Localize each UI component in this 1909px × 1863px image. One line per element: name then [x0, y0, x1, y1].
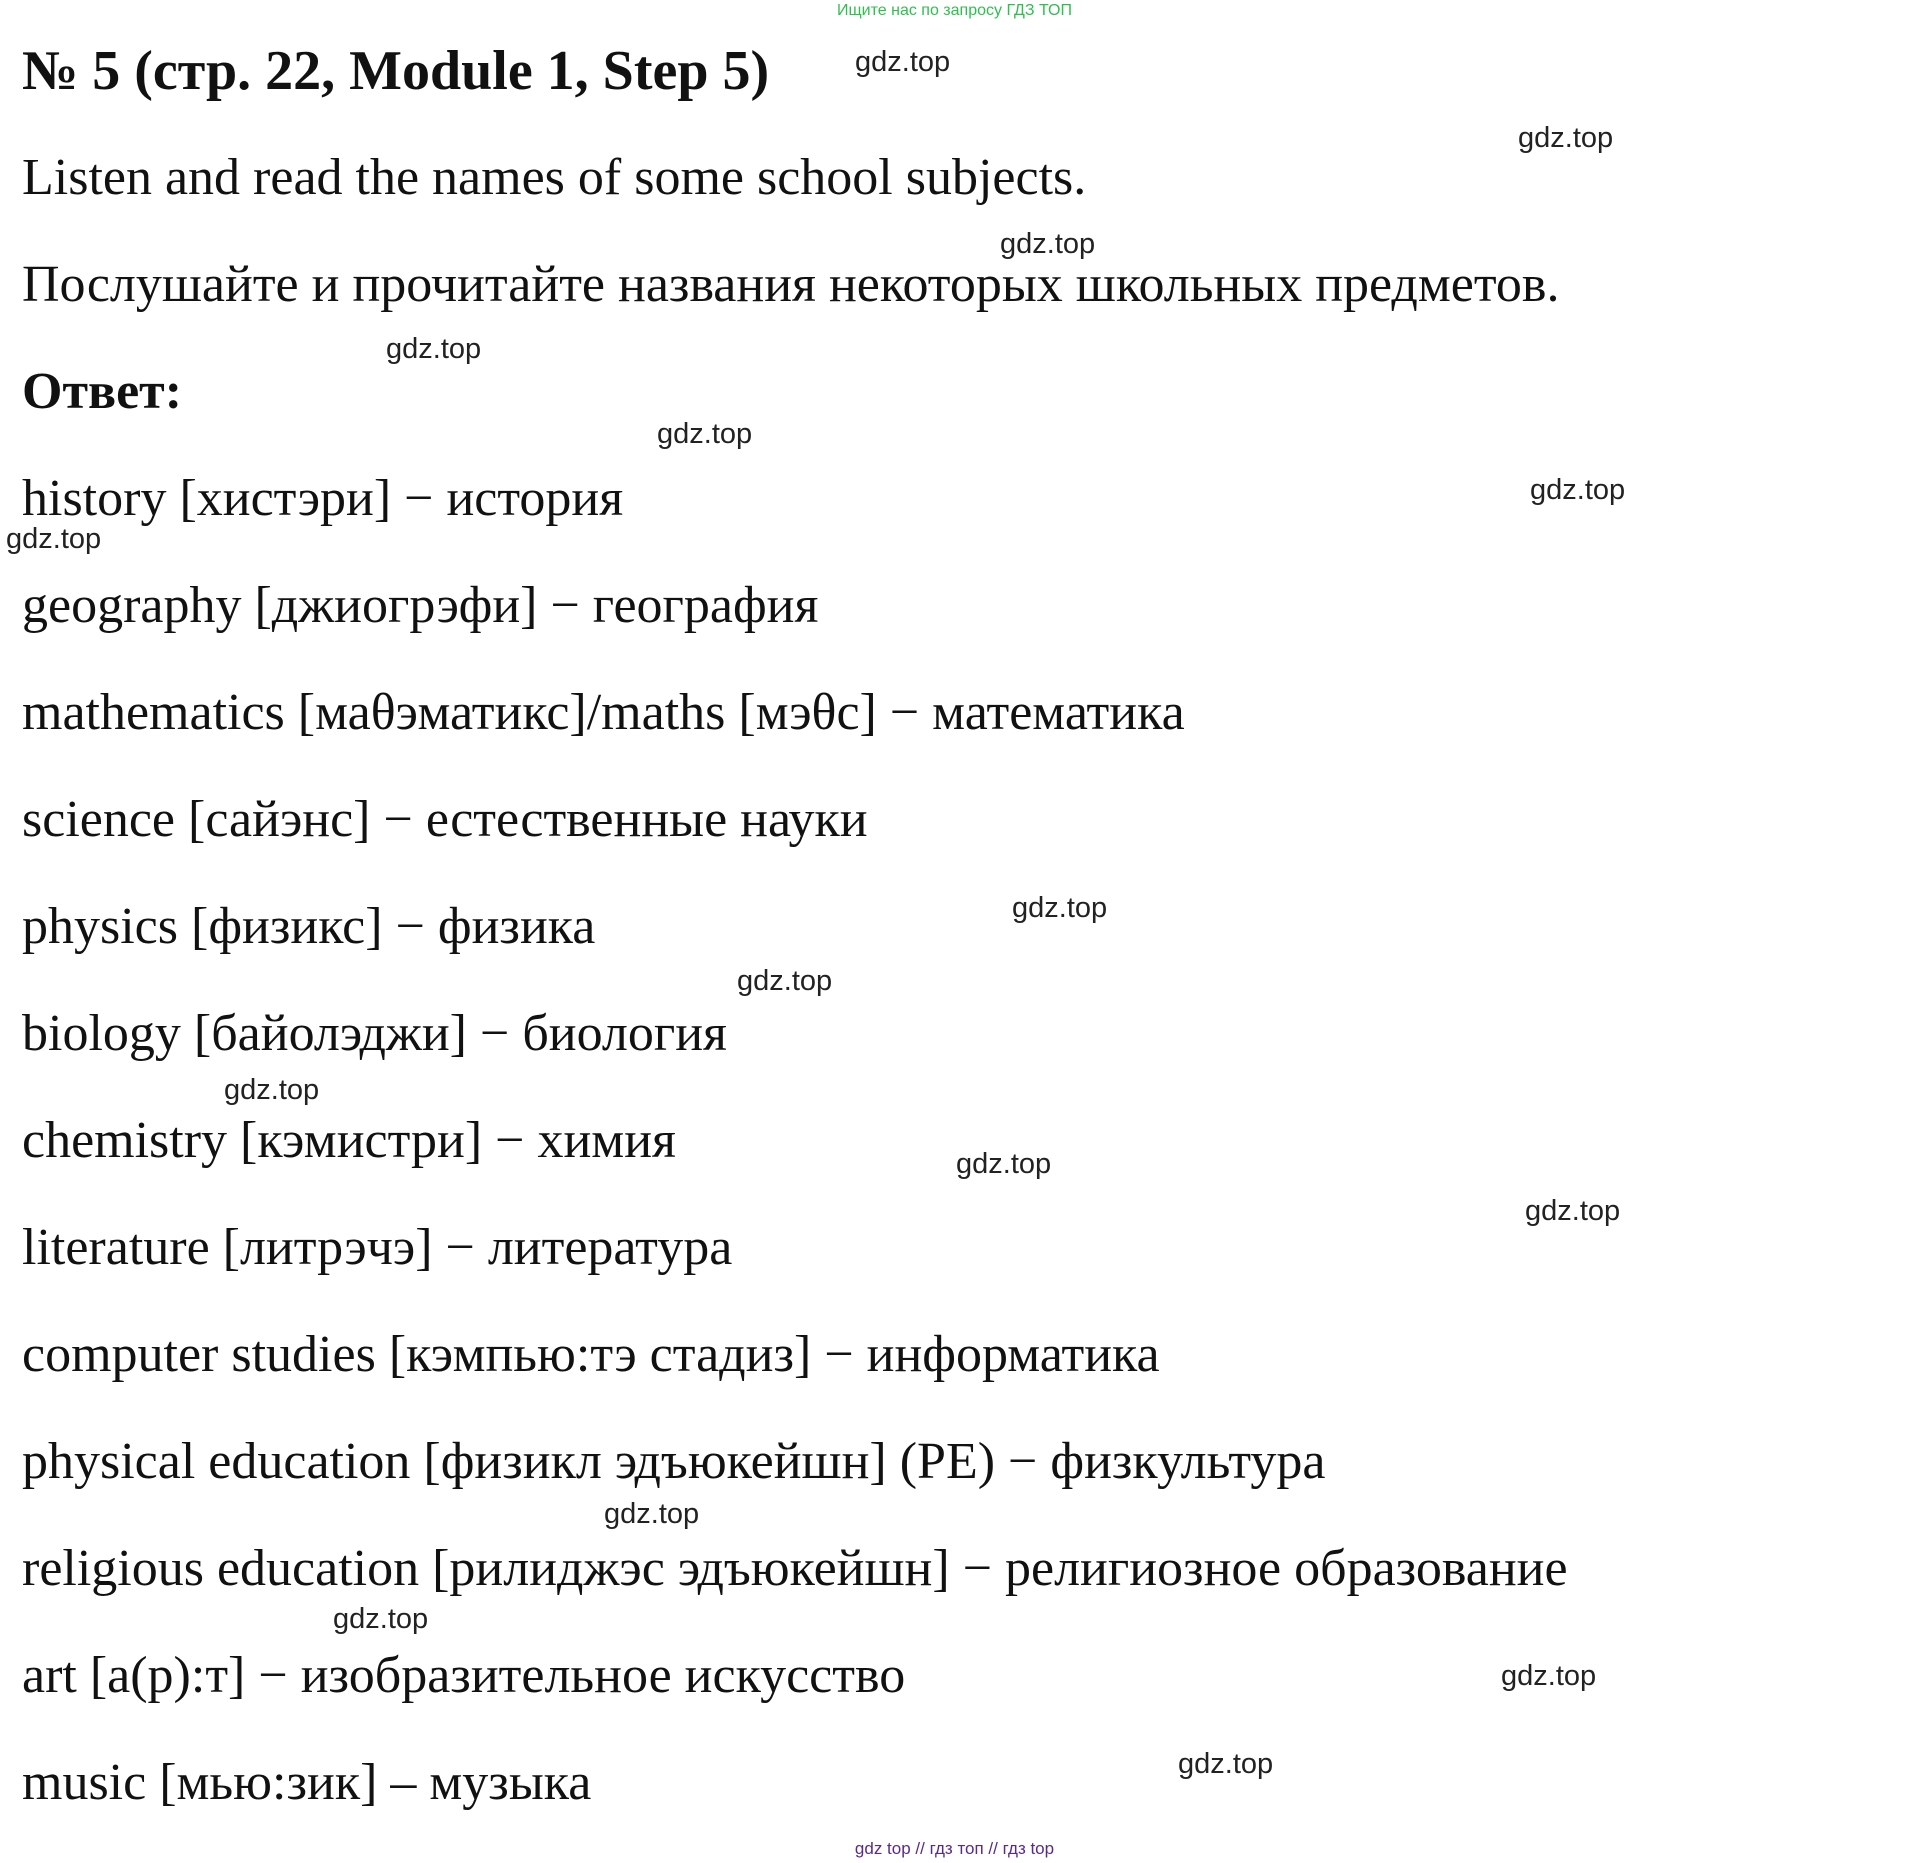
watermark: gdz.top: [1178, 1748, 1274, 1780]
list-item: science [сайэнс] − естественные науки: [22, 791, 868, 848]
watermark: gdz.top: [224, 1074, 320, 1106]
watermark: gdz.top: [737, 965, 833, 997]
list-item: literature [литрэчэ] − литература: [22, 1219, 733, 1276]
list-item: mathematics [маθэматикс]/maths [мэθс] − математика: [22, 684, 1185, 741]
watermark: gdz.top: [1501, 1660, 1597, 1692]
list-item: history [хистэри] − история: [22, 470, 624, 527]
watermark: gdz.top: [1012, 892, 1108, 924]
answer-label: Ответ:: [22, 363, 183, 420]
top-search-note: Ищите нас по запросу ГДЗ ТОП: [837, 2, 1072, 19]
watermark: gdz.top: [956, 1148, 1052, 1180]
list-item: music [мью:зик] – музыка: [22, 1754, 592, 1811]
list-item: chemistry [кэмистри] − химия: [22, 1112, 676, 1169]
watermark: gdz.top: [6, 523, 102, 555]
list-item: religious education [рилиджэс эдъюкейшн] − религиозное образование: [22, 1540, 1568, 1597]
watermark: gdz.top: [855, 46, 951, 78]
list-item: computer studies [кэмпью:тэ стадиз] − информатика: [22, 1326, 1160, 1383]
list-item: physics [физикс] − физика: [22, 898, 596, 955]
list-item: biology [байолэджи] − биология: [22, 1005, 727, 1062]
instruction-english: Listen and read the names of some school subjects.: [22, 149, 1087, 206]
footer-note: gdz top // гдз топ // гдз top: [854, 1839, 1055, 1858]
watermark: gdz.top: [1530, 474, 1626, 506]
watermark: gdz.top: [1000, 228, 1096, 260]
watermark: gdz.top: [386, 333, 482, 365]
list-item: physical education [физикл эдъюкейшн] (PE) − физкультура: [22, 1433, 1326, 1490]
watermark: gdz.top: [333, 1603, 429, 1635]
watermark: gdz.top: [657, 418, 753, 450]
exercise-title: № 5 (стр. 22, Module 1, Step 5): [22, 40, 770, 102]
watermark: gdz.top: [604, 1498, 700, 1530]
list-item: geography [джиогрэфи] − география: [22, 577, 819, 634]
list-item: art [a(р):т] − изобразительное искусство: [22, 1647, 906, 1704]
watermark: gdz.top: [1518, 122, 1614, 154]
watermark: gdz.top: [1525, 1195, 1621, 1227]
instruction-russian: Послушайте и прочитайте названия некоторых школьных предметов.: [22, 256, 1560, 313]
